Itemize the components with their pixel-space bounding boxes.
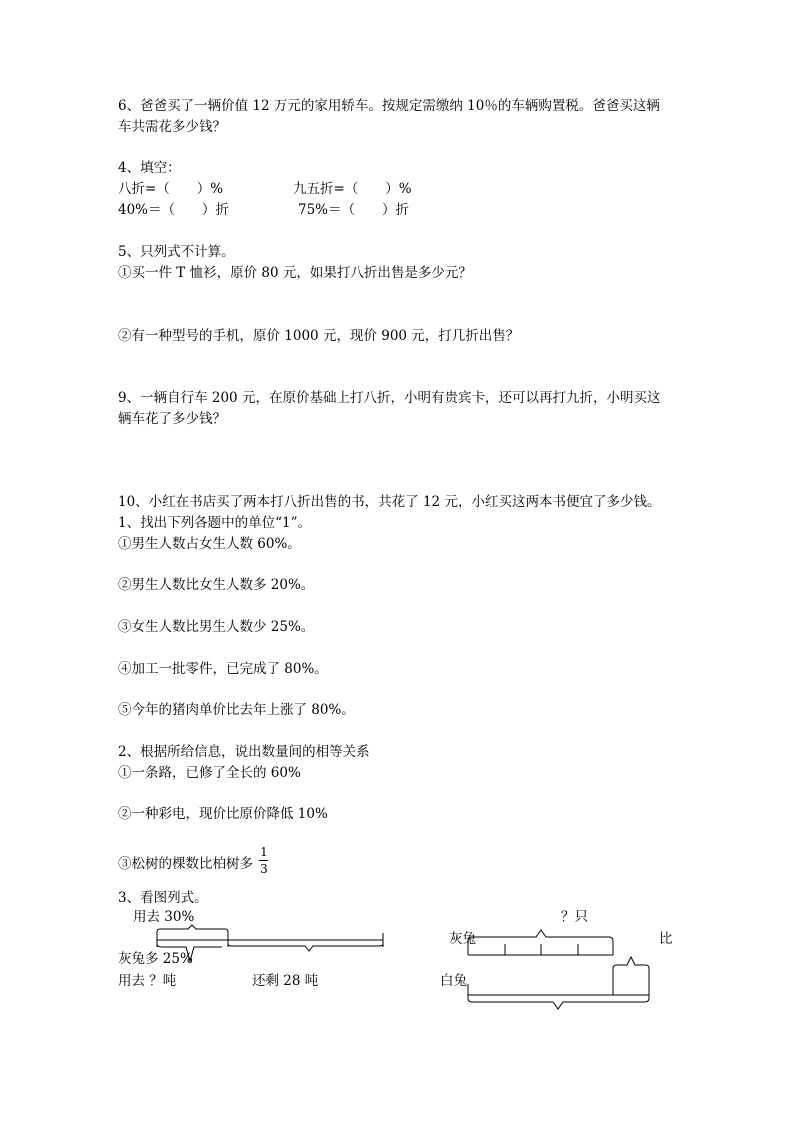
right-bottom-brace (468, 995, 649, 1009)
fraction-denominator: 3 (260, 862, 268, 876)
q1-item-5: ⑤今年的猪肉单价比去年上涨了 80%。 (118, 702, 355, 718)
q1-item-3: ③女生人数比男生人数少 25%。 (118, 619, 315, 635)
label-compare: 比 (659, 931, 673, 947)
q4-blank-b: 九五折=（ ）% (293, 181, 412, 197)
left-bottom-brace (228, 940, 383, 951)
q2-item-1: ①一条路，已修了全长的 60% (118, 765, 301, 781)
label-remain: 还剩 28 吨 (252, 973, 319, 989)
left-small-brace (157, 944, 222, 961)
q1-item-2: ②男生人数比女生人数多 20%。 (118, 577, 315, 593)
q4-blank-c: 40%＝（ ）折 (118, 202, 230, 218)
fraction-numerator: 1 (260, 845, 268, 859)
q5-item-1: ①买一件 T 恤衫，原价 80 元，如果打八折出售是多少元？ (118, 265, 472, 281)
q4-title: 4、填空： (118, 160, 181, 176)
q6-line-2: 车共需花多少钱？ (118, 119, 226, 135)
left-top-brace (157, 925, 228, 940)
q5-item-2: ②有一种型号的手机，原价 1000 元，现价 900 元，打几折出售？ (118, 328, 520, 344)
label-gray-rabbit: 灰兔 (449, 931, 476, 947)
q4-blank-a: 八折=（ ）% (118, 181, 224, 197)
label-used-question: 用去 ？吨 (118, 973, 177, 989)
label-question-count: ？只 (561, 909, 588, 925)
right-gray-ticks (468, 944, 613, 955)
q10-line-1: 10、小红在书店买了两本打八折出售的书，共花了 12 元，小红买这两本书便宜了多少钱。 (118, 494, 661, 510)
q6-line-1: 6、爸爸买了一辆价值 12 万元的家用轿车。按规定需缴纳 10％的车辆购置税。爸爸买这辆 (118, 98, 660, 114)
q2-title: 2、根据所给信息，说出数量间的相等关系 (118, 744, 370, 760)
q4-blank-d: 75%＝（ ）折 (298, 202, 410, 218)
q9-line-1: 9、一辆自行车 200 元，在原价基础上打八折，小明有贵宾卡，还可以再打九折，小明买这 (118, 390, 661, 406)
q2-item-2: ②一种彩电，现价比原价降低 10% (118, 806, 328, 822)
q1-item-4: ④加工一批零件，已完成了 80%。 (118, 661, 328, 677)
q1-item-1: ①男生人数占女生人数 60%。 (118, 536, 301, 552)
right-small-brace (613, 957, 649, 984)
q9-line-2: 辆车花了多少钱？ (118, 411, 226, 427)
q3-title: 3、看图列式。 (118, 890, 208, 906)
label-gray-more: 灰兔多 25% (118, 951, 193, 967)
label-used-percent: 用去 30% (133, 909, 195, 925)
q5-title: 5、只列式不计算。 (118, 244, 235, 260)
q2-item-3: ③松树的棵数比柏树多 (118, 856, 253, 872)
q1-title: 1、找出下列各题中的单位“1”。 (118, 515, 311, 531)
right-white-ticks (468, 984, 649, 995)
right-top-brace (468, 930, 613, 944)
label-white-rabbit: 白兔 (440, 973, 467, 989)
